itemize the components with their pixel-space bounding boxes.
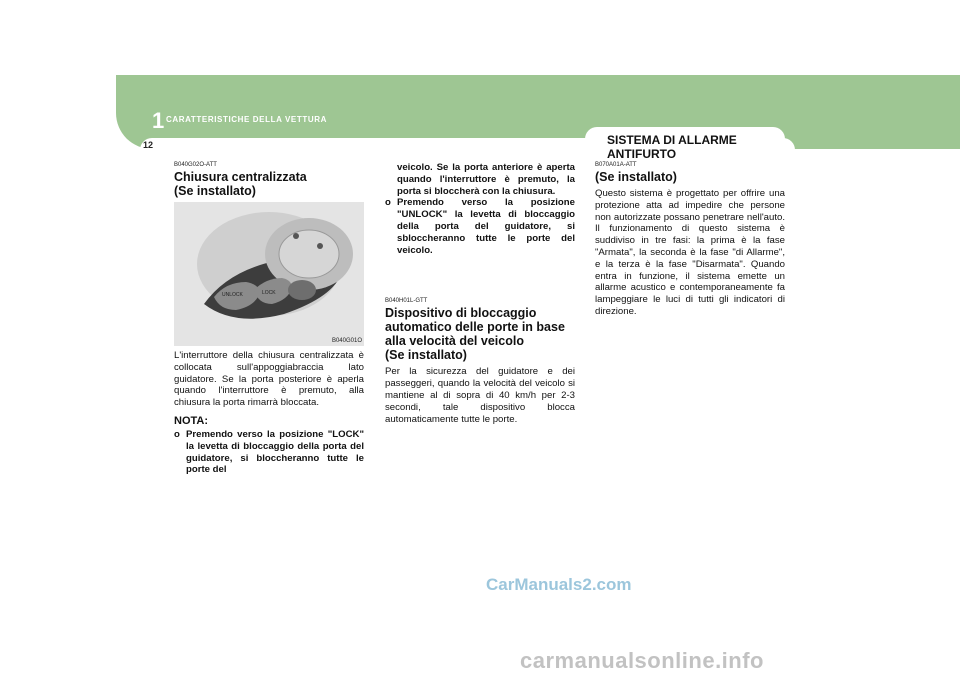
note-bullet: [385, 197, 575, 256]
bullet-mark: o: [174, 428, 180, 440]
bullet-text: Premendo verso la posizione "LOCK" la levetta di bloccaggio della porta del guidatore, si bloccheranno tutte le porte del: [186, 428, 364, 476]
column-1: [174, 162, 364, 476]
heading-line: (Se installato): [385, 348, 467, 363]
site-watermark: carmanualsonline.info: [520, 648, 764, 673]
page-number: 12: [143, 140, 154, 150]
lock-label: LOCK: [262, 290, 276, 296]
section-code: B040G02O-ATT: [174, 162, 217, 168]
column-3: [595, 162, 785, 324]
image-code: B040G01O: [331, 338, 362, 344]
heading-line: (Se installato): [174, 184, 256, 198]
section-code: B070A01A-ATT: [595, 162, 637, 168]
bullet-mark: o: [385, 197, 391, 209]
section-code: B040H01L-GTT: [385, 298, 428, 305]
section-heading: [385, 306, 575, 362]
spacer: [385, 256, 575, 298]
chapter-title: CARATTERISTICHE DELLA VETTURA: [166, 115, 327, 124]
heading-line: Chiusura centralizzata: [174, 170, 307, 184]
note-bullet: [174, 429, 364, 476]
chapter-number: 1: [152, 108, 165, 133]
door-lock-switch-photo: [174, 202, 364, 346]
note-heading: NOTA:: [174, 414, 209, 427]
column-2: [385, 162, 575, 431]
heading-line: Dispositivo di bloccaggio: [385, 306, 537, 321]
body-text: L'interruttore della chiusura centralizzata è collocata sull'appoggiabraccia lato guidatore. Se la porta posteriore è aperla quando l'interruttore è premuto, alla chiusura la porta rimarrà bloccata.: [174, 350, 364, 409]
body-text: Questo sistema è progettato per offrire una protezione atta ad impedire che persone non autorizzate possano penetrare nell'auto. Il funzionamento di questo sistema è suddiviso in tre fasi: la prima è la fase "Armata", la seconda è la fase "di Allarme", e la terza è la fase "Disarmata". Quando entra in funzione, il sistema emette un allarme acustico e contemporaneamente fa lampeggiare le luci di tutti gli indicatori di direzione.: [595, 188, 785, 317]
heading-line: automatico delle porte in base: [385, 320, 565, 335]
bullet-text: Premendo verso la posizione "UNLOCK" la levetta di bloccaggio della porta del guidatore, si sbloccheranno tutte le porte del veicolo.: [397, 197, 575, 256]
section-heading: [174, 170, 364, 198]
heading-line: alla velocità del veicolo: [385, 334, 524, 349]
unlock-label: UNLOCK: [222, 292, 243, 298]
door-lock-switch-illustration: [174, 202, 364, 346]
watermark-logo: CarManuals2.com: [486, 575, 632, 594]
section-heading: (Se installato): [595, 170, 677, 184]
body-text: Per la sicurezza del guidatore e dei passeggeri, quando la velocità del veicolo si mantiene al di sopra di 40 km/h per 2-3 secondi, tale dispositivo blocca automaticamente tutte le porte.: [385, 366, 575, 425]
continued-text: veicolo. Se la porta anteriore è aperta quando l'interruttore è premuto, la porta si bloccherà con la chiusura.: [397, 162, 575, 197]
section-title: SISTEMA DI ALLARME ANTIFURTO: [607, 133, 737, 161]
